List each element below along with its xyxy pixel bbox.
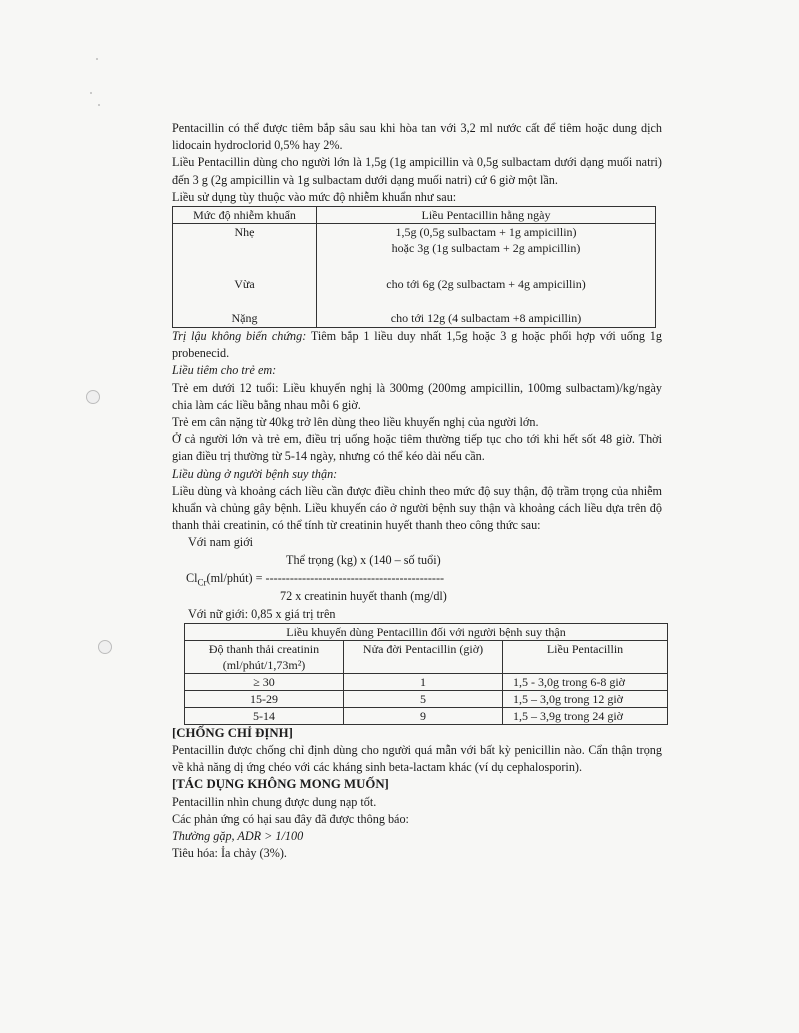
table-cell: 1,5 – 3,0g trong 12 giờ: [503, 690, 668, 707]
paragraph-renal: Liều dùng và khoảng cách liều cần được điều chỉnh theo mức độ suy thận, độ trầm trọng của nhiễm khuẩn và chủng gây bệnh. Liều khuyến cáo ở người bệnh suy thận và khoảng cách liều dựa trên độ thanh thải creatinin, có thể tính từ creatinin huyết thanh theo công thức sau:: [172, 483, 662, 533]
paragraph-gonorrhea: [172, 328, 662, 362]
paragraph-duration: Ở cả người lớn và trẻ em, điều trị uống hoặc tiêm thường tiếp tục cho tới khi hết sốt 48 giờ. Thời gian điều trị thường từ 5-14 ngày, nhưng có thể kéo dài nếu cần.: [172, 432, 662, 464]
table-cell: 1,5 – 3,9g trong 24 giờ: [503, 707, 668, 724]
formula-female-note: Với nữ giới: 0,85 x giá trị trên: [188, 606, 336, 621]
adverse-effects-heading: [TÁC DỤNG KHÔNG MONG MUỐN]: [172, 777, 389, 792]
dose-line: cho tới 6g (2g sulbactam + 4g ampicillin): [386, 277, 586, 292]
adr-gastrointestinal: Tiêu hóa: Ỉa chảy (3%).: [172, 846, 287, 861]
table-row: [185, 690, 668, 707]
dose-table-header-dose: Liều Pentacillin hằng ngày: [317, 207, 656, 224]
children-heading: Liều tiêm cho trẻ em:: [172, 363, 277, 378]
renal-table-caption: Liều khuyến dùng Pentacillin đối với người bệnh suy thận: [185, 623, 668, 640]
dose-line: 1,5g (0,5g sulbactam + 1g ampicillin): [395, 225, 577, 240]
table-row: [173, 276, 656, 310]
gonorrhea-label: Trị lậu không biến chứng:: [172, 329, 307, 344]
dose-line: cho tới 12g (4 sulbactam +8 ampicillin): [390, 311, 582, 326]
paragraph-children-weight: Trẻ em cân nặng từ 40kg trở lên dùng theo liều khuyến nghị của người lớn.: [172, 415, 539, 430]
scan-speck: [90, 92, 92, 94]
paragraph-injection: Pentacillin có thể được tiêm bắp sâu sau khi hòa tan với 3,2 ml nước cất để tiêm hoặc dung dịch lidocain hydroclorid 0,5% hay 2%.: [172, 121, 662, 153]
dose-level: Vừa: [173, 276, 317, 310]
table-cell: 5: [344, 690, 503, 707]
document-page: [172, 120, 662, 862]
formula-lhs-sub: Cr: [197, 577, 207, 588]
table-row: [173, 224, 656, 277]
dose-table-header-level: Mức độ nhiễm khuẩn: [173, 207, 317, 224]
dose-table: [172, 206, 656, 328]
renal-header-clearance: Độ thanh thải creatinin: [208, 641, 320, 656]
paragraph-tolerability: Pentacillin nhìn chung được dung nạp tốt.: [172, 794, 377, 809]
table-cell: 5-14: [185, 707, 344, 724]
scan-speck: [98, 104, 100, 106]
punch-hole-icon: [86, 390, 100, 404]
paragraph-children-dose: Trẻ em dưới 12 tuổi: Liều khuyến nghị là 300mg (200mg ampicillin, 100mg sulbactam)/kg/ngày chia làm các liều bằng nhau mỗi 6 giờ.: [172, 380, 662, 412]
punch-hole-icon: [98, 640, 112, 654]
scan-speck: [96, 58, 98, 60]
dose-level: Nặng: [173, 310, 317, 328]
renal-header-halflife: Nửa đời Pentacillin (giờ): [344, 640, 503, 673]
table-cell: 1: [344, 673, 503, 690]
table-row: [185, 673, 668, 690]
table-row: [185, 707, 668, 724]
formula-male-label: Với nam giới: [188, 535, 254, 550]
renal-heading: Liều dùng ở người bệnh suy thận:: [172, 466, 338, 481]
formula-denominator: 72 x creatinin huyết thanh (mg/dl): [280, 588, 447, 603]
table-cell: 15-29: [185, 690, 344, 707]
table-cell: 1,5 - 3,0g trong 6-8 giờ: [503, 673, 668, 690]
renal-header-clearance-unit: (ml/phút/1,73m²): [222, 657, 306, 672]
contraindications-heading: [CHỐNG CHỈ ĐỊNH]: [172, 725, 293, 740]
table-cell: 9: [344, 707, 503, 724]
renal-dose-table: [184, 623, 668, 725]
table-cell: ≥ 30: [185, 673, 344, 690]
table-row: [173, 310, 656, 328]
paragraph-dose-intro: Liều sử dụng tùy thuộc vào mức độ nhiễm khuẩn như sau:: [172, 189, 457, 204]
adr-frequency-label: Thường gặp, ADR > 1/100: [172, 829, 304, 844]
gonorrhea-text: Tiêm bắp 1 liều duy nhất 1,5g hoặc 3 g hoặc phối hợp với uống 1g probenecid.: [172, 329, 662, 361]
paragraph-adult-dose: Liều Pentacillin dùng cho người lớn là 1,5g (1g ampicillin và 0,5g sulbactam dưới dạng muối natri) đến 3 g (2g ampicillin và 1g sulbactam dưới dạng muối natri) cứ 6 giờ một lần.: [172, 155, 662, 187]
formula-lhs-rest: (ml/phút) = --------------------------------------------: [206, 570, 445, 585]
paragraph-reported-reactions: Các phản ứng có hại sau đây đã được thông báo:: [172, 811, 409, 826]
dose-level: Nhẹ: [173, 224, 317, 277]
renal-header-dose: Liều Pentacillin: [503, 640, 668, 673]
formula-numerator: Thể trọng (kg) x (140 – số tuổi): [286, 552, 441, 567]
paragraph-contraindications: Pentacillin được chống chỉ định dùng cho người quá mẫn với bất kỳ penicillin nào. Cẩn thận trọng về khả năng dị ứng chéo với các kháng sinh beta-lactam khác (ví dụ cephalosporin).: [172, 743, 662, 775]
dose-line: hoặc 3g (1g sulbactam + 2g ampicillin): [391, 241, 581, 256]
formula-lhs: Cl: [186, 570, 198, 585]
creatinine-formula: [172, 552, 662, 604]
